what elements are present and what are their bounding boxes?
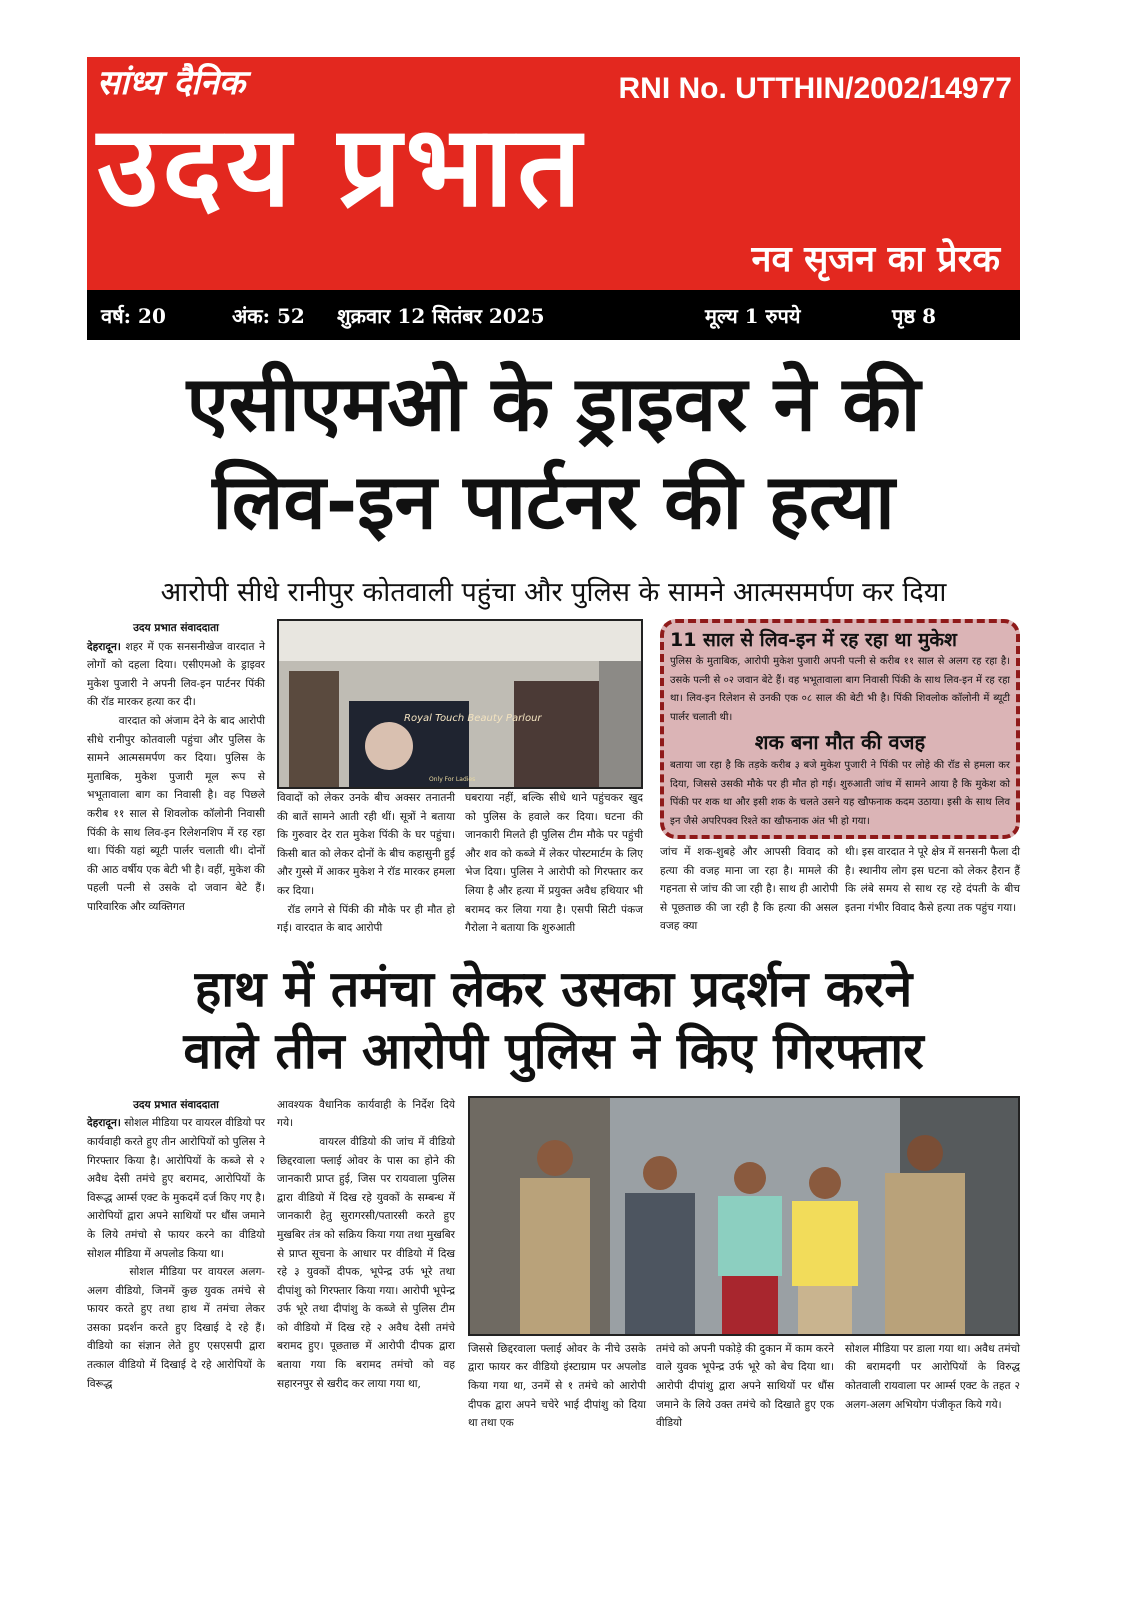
paragraph: जिससे छिद्दरवाला फ्लाई ओवर के नीचे उसके द्वारा फायर कर वीडियो इंस्टाग्राम पर अपलोड किया गया था, उनमें से १ तमंचे को आरोपी दीपक द्वारा अपने चचेरे भाई दीपांशु को दिया था तथा एक bbox=[468, 1342, 646, 1430]
story1-sidebar-box bbox=[660, 619, 1020, 839]
byline: उदय प्रभात संवाददाता bbox=[133, 1098, 219, 1111]
story1-column-5 bbox=[845, 843, 1020, 917]
story2-column-2 bbox=[277, 1096, 455, 1394]
newspaper-logo: उदय प्रभात bbox=[97, 102, 586, 232]
paragraph: आवश्यक वैधानिक कार्यवाही के निर्देश दिये गये। bbox=[277, 1098, 455, 1130]
masthead-tagline: सांध्य दैनिक bbox=[97, 63, 245, 103]
story2-column-1 bbox=[87, 1096, 265, 1394]
year: वर्ष: 20 bbox=[101, 304, 166, 328]
paragraph: शहर में एक सनसनीखेज वारदात ने लोगों को दहला दिया। एसीएमओ के ड्राइवर मुकेश पुजारी ने अपनी लिव-इन पार्टनर पिंकी की रॉड मारकर हत्या कर दी। bbox=[87, 640, 266, 709]
dateline: देहरादून। bbox=[87, 1117, 121, 1130]
issue: अंक: 52 bbox=[232, 304, 305, 328]
paragraph: थी। इस वारदात ने पूरे क्षेत्र में सनसनी फैला दी है। स्थानीय लोग इस घटना को लेकर हैरान हैं कि लंबे समय से साथ रह रहे दंपती के बीच इतना गंभीर विवाद कैसे हत्या तक पहुंच गया। bbox=[845, 846, 1020, 914]
story1-column-1 bbox=[87, 619, 265, 917]
paragraph: जांच में शक-शुबहे और आपसी विवाद को हत्या की वजह माना जा रहा है। मामले की गहनता से जांच की जा रही है। साथ ही आरोपी से पूछताछ की जा रही है कि हत्या की असल वजह क्या bbox=[660, 846, 838, 933]
box-subtitle: शक बना मौत की वजह bbox=[754, 730, 926, 754]
headline-line: वाले तीन आरोपी पुलिस ने किए गिरफ्तार bbox=[183, 1021, 924, 1080]
story2-column-5 bbox=[845, 1340, 1020, 1414]
paragraph: सोशल मीडिया पर डाला गया था। अवैध तमंचो की बरामदगी पर आरोपियों के विरुद्ध कोतवाली रायवाला पर आर्म्स एक्ट के तहत २ अलग-अलग अभियोग पंजीकृत किये गये। bbox=[845, 1342, 1020, 1411]
beauty-parlour-photo bbox=[279, 621, 641, 787]
story1-column-4 bbox=[660, 843, 838, 936]
story1-right bbox=[660, 619, 1020, 936]
date: शुक्रवार 12 सितंबर 2025 bbox=[337, 304, 545, 328]
headline-line: लिव-इन पार्टनर की हत्या bbox=[212, 457, 895, 546]
photo-sign-text: Only For Ladies bbox=[429, 776, 476, 783]
story1-subheadline: आरोपी सीधे रानीपुर कोतवाली पहुंचा और पुलिस के सामने आत्मसमर्पण कर दिया bbox=[160, 577, 947, 608]
masthead-motto: नव सृजन का प्रेरक bbox=[751, 239, 1000, 280]
page-content bbox=[87, 355, 1020, 1433]
paragraph: वायरल वीडियो की जांच में वीडियो छिद्दरवाला फ्लाई ओवर के पास का होने की जानकारी प्राप्त हुई, जिस पर रायवाला पुलिस द्वारा वीडियो में दिख रहे युवकों के सम्बन्ध में जानकारी हेतु सुरागरसी/पतारसी करते हुए मुखबिर तंत्र को सक्रिय किया गया तथा मुखबिर से प्राप्त सूचना के आधार पर वीडियो में दिख रहे ३ युवकों दीपक, भूपेन्द्र उर्फ भूरे तथा दीपांशु को गिरफ्तार किया गया। आरोपी भूपेन्द्र उर्फ भूरे तथा दीपांशु के कब्जे से पुलिस टीम को वीडियो में दिख रहे २ अवैध देसी तमंचे बरामद हुए। पूछताछ में आरोपी दीपक द्वारा बताया गया कि बरामद तमंचो को वह सहारनपुर से खरीद कर लाया गया था, bbox=[277, 1135, 455, 1390]
box-text: बताया जा रहा है कि तड़के करीब ३ बजे मुकेश पुजारी ने पिंकी पर लोहे की रॉड से हमला कर दिया, जिससे उसकी मौके पर ही मौत हो गई। शुरुआती जांच में सामने आया है कि मुकेश को पिंकी पर शक था और इसी शक के चलते उसने यह खौफनाक कदम उठाया। इसी के साथ लिव इन जैसे अपरिपक्व रिश्ते का खौफनाक अंत भी हो गया। bbox=[670, 760, 1010, 827]
box-title: 11 साल से लिव-इन में रह रहा था मुकेश bbox=[670, 629, 957, 651]
dateline: देहरादून। bbox=[87, 640, 121, 653]
rni-number: RNI No. UTTHIN/2002/14977 bbox=[618, 72, 1012, 105]
masthead bbox=[87, 57, 1020, 290]
story2-photo bbox=[468, 1096, 1020, 1336]
paragraph: सोशल मीडिया पर वायरल अलग-अलग वीडियो, जिनमें कुछ युवक तमंचे से फायर करते हुए तथा हाथ में तमंचा लेकर उसका प्रदर्शन करते हुए दिखाई दे रहे हैं। वीडियो का संज्ञान लेते हुए एसएसपी द्वारा तत्काल वीडियो में दिखाई दे रहे आरोपियों के विरूद्ध bbox=[87, 1266, 265, 1390]
paragraph: तमंचे को अपनी पकोड़े की दुकान में काम करने वाले युवक भूपेन्द्र उर्फ भूरे को बेच दिया था। आरोपी दीपांशु द्वारा अपने साथियों पर धौंस जमाने के लिये उक्त तमंचे को दिखाते हुए एक वीडियो bbox=[656, 1342, 834, 1430]
story1-headline bbox=[87, 355, 1020, 551]
story1-column-2 bbox=[277, 789, 455, 938]
story2-headline bbox=[87, 958, 1020, 1082]
story2-body bbox=[87, 1096, 1020, 1433]
box-text: पुलिस के मुताबिक, आरोपी मुकेश पुजारी अपनी पत्नी से करीब ११ साल से अलग रह रहा है। उसके पत्नी से ०२ जवान बेटे हैं। वह भभूतावाला बाग निवासी पिंकी के साथ लिव-इन में रह रहा था। लिव-इन रिलेशन से उनकी एक ०८ साल की बेटी भी है। पिंकी शिवलोक कॉलोनी में ब्यूटी पार्लर चलाती थी। bbox=[670, 656, 1010, 723]
byline: उदय प्रभात संवाददाता bbox=[133, 622, 219, 634]
headline-line: हाथ में तमंचा लेकर उसका प्रदर्शन करने bbox=[194, 959, 913, 1018]
story1-body bbox=[87, 619, 1020, 938]
story2-column-3 bbox=[468, 1340, 646, 1433]
photo-sign-text: Royal Touch Beauty Parlour bbox=[404, 713, 542, 724]
price: मूल्य 1 रुपये bbox=[705, 304, 801, 328]
page-number: पृष्ठ 8 bbox=[892, 304, 937, 328]
paragraph: विवादों को लेकर उनके बीच अक्सर तनातनी की बातें सामने आती रही थीं। सूत्रों ने बताया कि गुरुवार देर रात मुकेश पिंकी के घर पहुंचा। किसी बात को लेकर दोनों के बीच कहासुनी हुई और गुस्से में आकर मुकेश ने रॉड मारकर हमला कर दिया। bbox=[277, 792, 455, 897]
paragraph: वारदात को अंजाम देने के बाद आरोपी सीधे रानीपुर कोतवाली पहुंचा और पुलिस के सामने आत्मसमर्पण कर दिया। पुलिस के मुताबिक, मुकेश पुजारी मूल रूप से भभूतावाला बाग का निवासी है। वह पिछले करीब ११ साल से शिवलोक कॉलोनी निवासी पिंकी के साथ लिव-इन रिलेशनशिप में रह रहा था। पिंकी यहां ब्यूटी पार्लर चलाती थी। दोनों की आठ वर्षीय एक बेटी भी है। वहीं, मुकेश की पहली पत्नी से उसके दो जवान बेटे हैं। पारिवारिक और व्यक्तिगत bbox=[87, 714, 265, 913]
info-bar bbox=[87, 290, 1020, 340]
paragraph: घबराया नहीं, बल्कि सीधे थाने पहुंचकर खुद को पुलिस के हवाले कर दिया। घटना की जानकारी मिलते ही पुलिस टीम मौके पर पहुंची और शव को कब्जे में लेकर पोस्टमार्टम के लिए भेज दिया। पुलिस ने आरोपी को गिरफ्तार कर लिया है और हत्या में प्रयुक्त अवैध हथियार भी बरामद कर लिया गया है। एसपी सिटी पंकज गैरोला ने बताया कि शुरुआती bbox=[465, 792, 643, 935]
story2-right bbox=[468, 1096, 1020, 1433]
police-arrest-photo bbox=[470, 1098, 1018, 1334]
headline-line: एसीएमओ के ड्राइवर ने की bbox=[186, 359, 921, 448]
story1-photo bbox=[277, 619, 643, 789]
story1-middle bbox=[277, 619, 643, 938]
paragraph: रॉड लगने से पिंकी की मौके पर ही मौत हो गई। वारदात के बाद आरोपी bbox=[277, 903, 455, 935]
story2-column-4 bbox=[656, 1340, 834, 1433]
paragraph: सोशल मीडिया पर वायरल वीडियो पर कार्यवाही करते हुए तीन आरोपियों को पुलिस ने गिरफ्तार किया है। आरोपियों के कब्जे से २ अवैध देसी तमंचे हुए बरामद, आरोपियों के विरूद्ध आर्म्स एक्ट के मुकदमें दर्ज किए गए है। आरोपियों द्वारा अपने साथियों पर धौंस जमाने के लिये तमंचो से फायर करने का वीडियो सोशल मीडिया में अपलोड किया था। bbox=[87, 1117, 266, 1260]
story1-column-3 bbox=[465, 789, 643, 938]
